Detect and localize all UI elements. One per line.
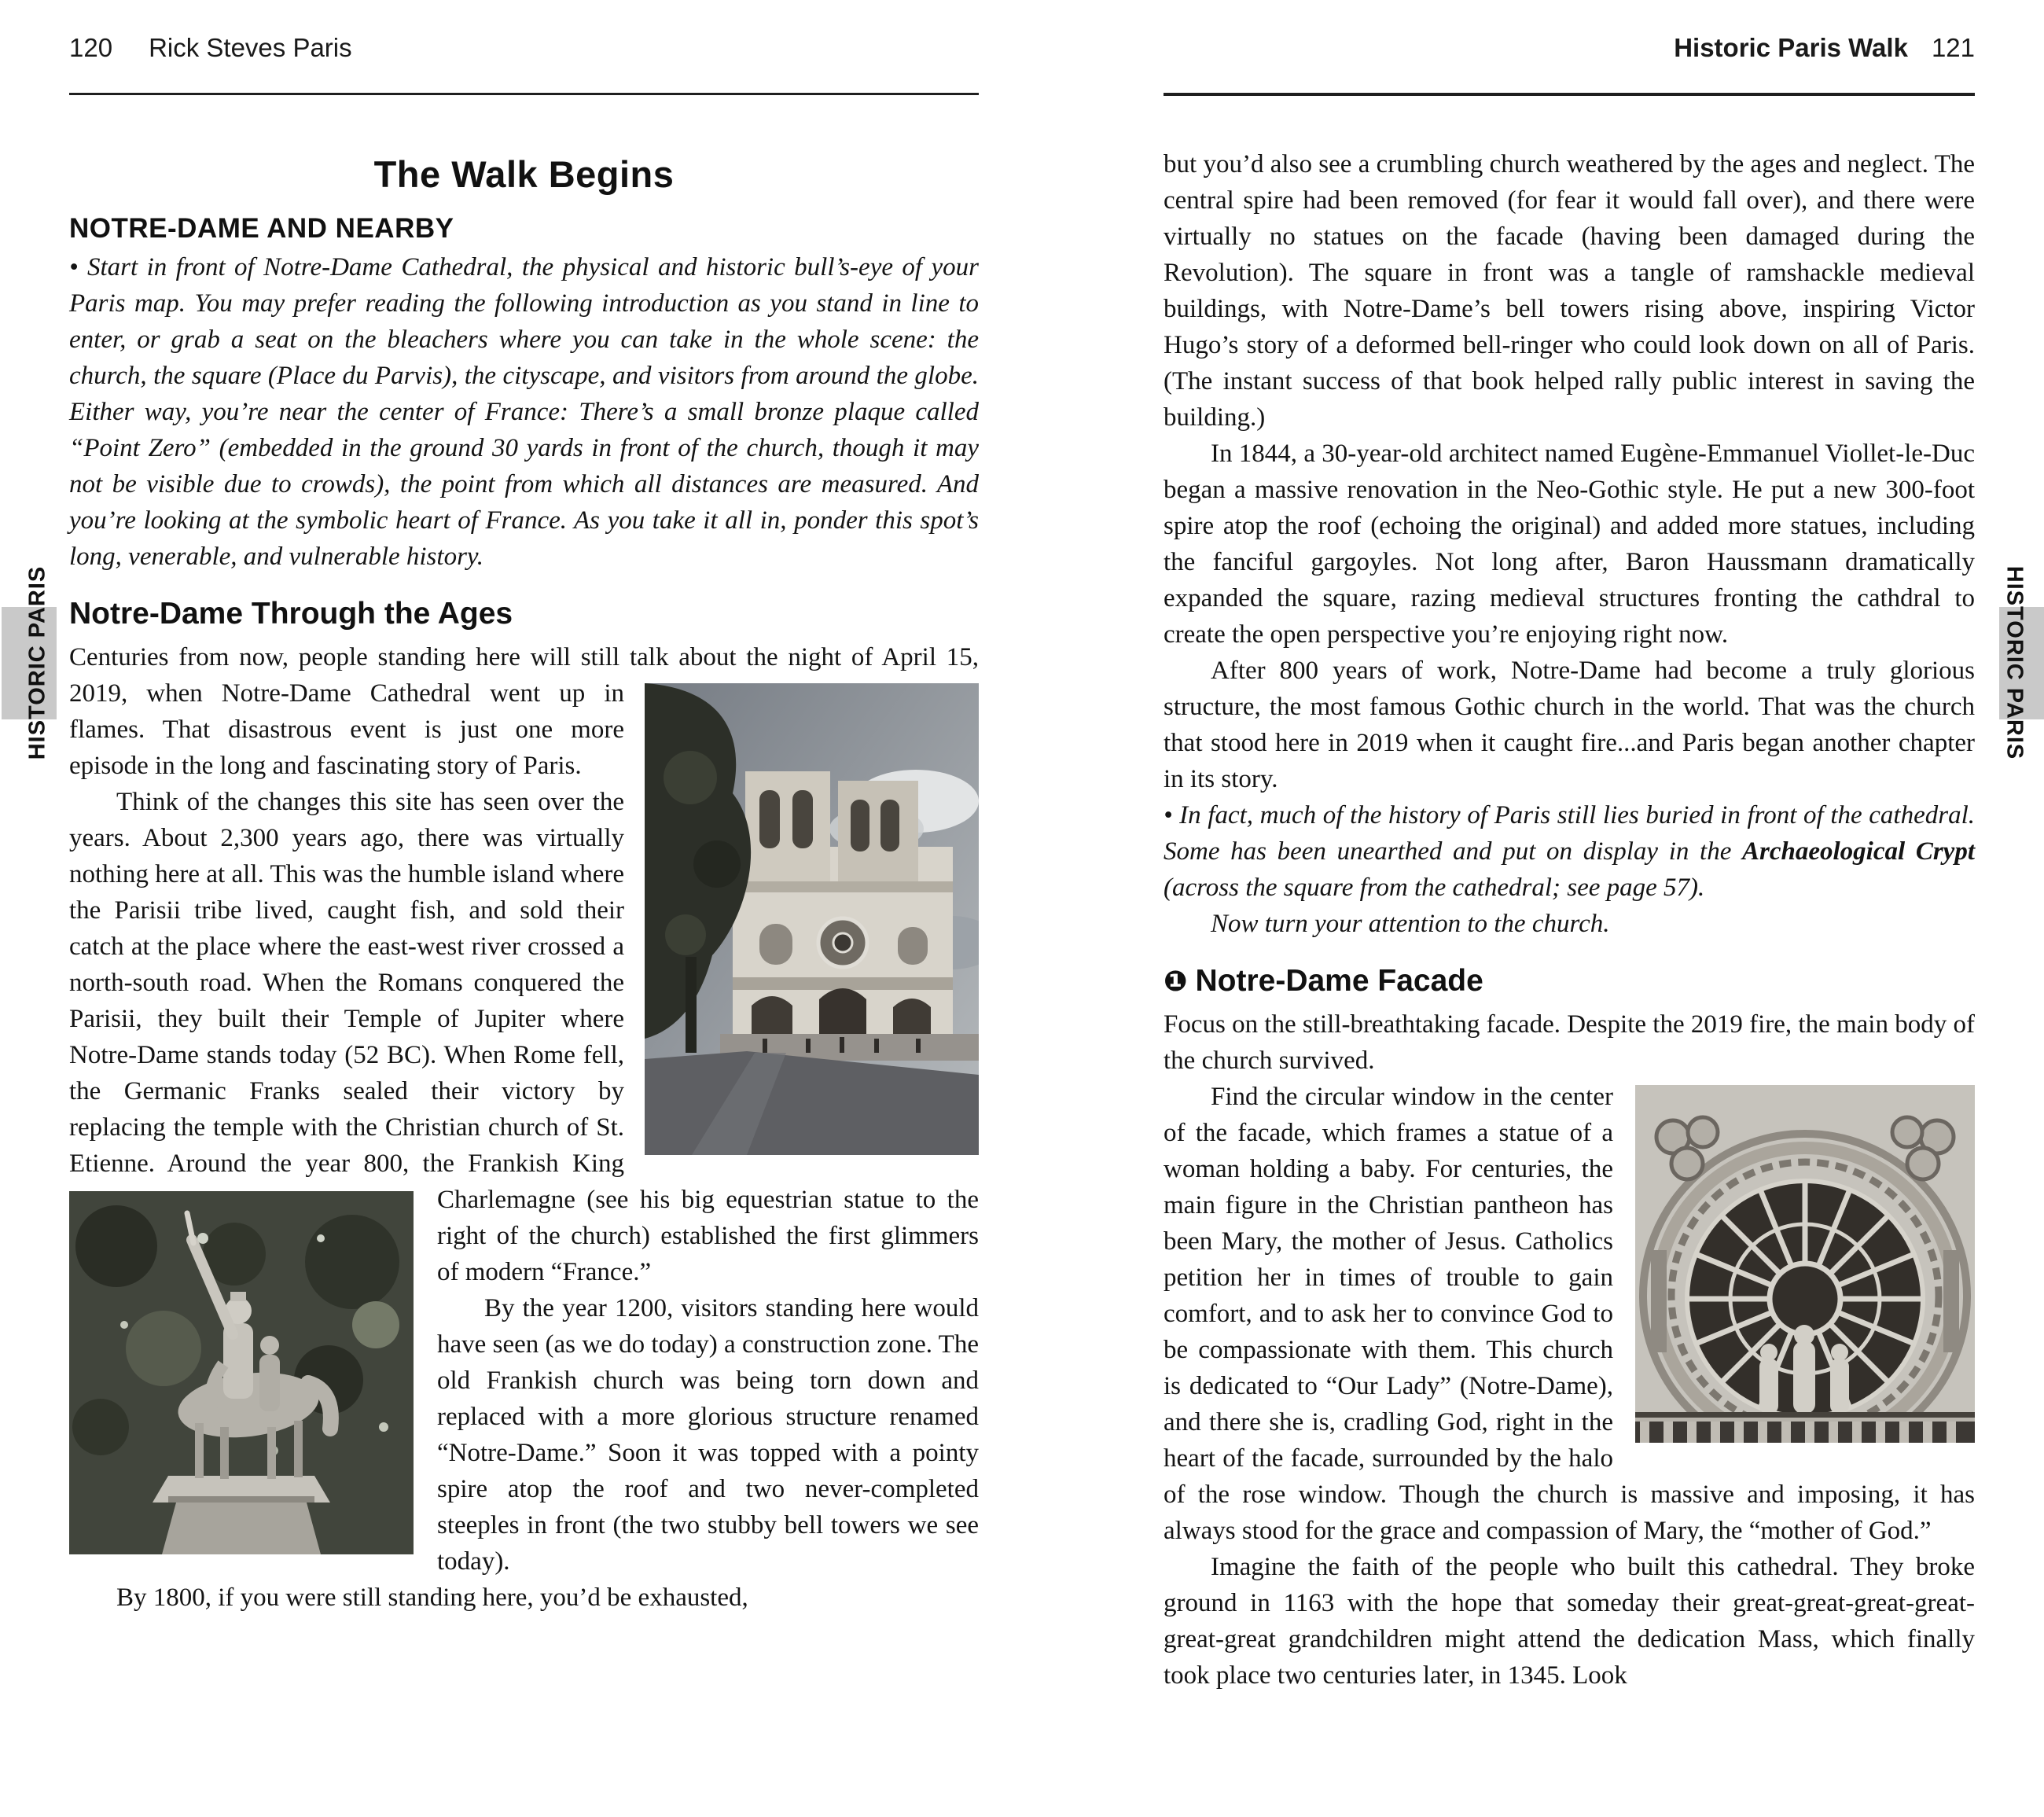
rose-window-photo <box>1635 1085 1975 1443</box>
year-1844-paragraph: In 1844, a 30-year-old architect named Eugène-Emmanuel Viollet-le-Duc began a massive renovation in the Neo-Gothic style. He put a new 300-foot spire atop the roof (echoing the original) and added more statues, including the fanciful gargoyles. Not long after, Baron Haussmann dramatically expanded the square, razing medieval structures fronting the cathdral to create the open perspective you’re enjoying right now. <box>1164 440 1975 649</box>
ages-heading: Notre-Dame Through the Ages <box>69 597 513 631</box>
charlemagne-text: right of the church) established the first glimmers of modern “France.” <box>437 1222 979 1286</box>
crypt-note-bold: Archaeological Crypt <box>1742 837 1975 866</box>
book-title: Rick Steves Paris <box>149 33 352 62</box>
after-800-paragraph: After 800 years of work, Notre-Dame had become a truly glorious structure, the most famous Gothic church in the world. That was the church that stood here in 2019 when it caught fire...and Paris began another chapter in its story. <box>1164 657 1975 793</box>
charlemagne-statue-photo <box>69 1191 414 1554</box>
page-number-right: 121 <box>1931 33 1975 62</box>
ages-paragraph <box>69 639 979 784</box>
intro-directions: • Start in front of Notre-Dame Cathedral, the physical and historic bull’s-eye of your Paris map. You may prefer reading the following introduction as you stand in line to enter, or grab a seat on the bleachers where you can take in the whole scene: the church, the square (Place du Parvis), the cityscape, and visitors from around the globe. Either way, you’re near the center of France: There’s a small bronze plaque called “Point Zero” (embedded in the ground 30 yards in front of the church, though it may not be visible due to crowds), the point from which all distances are measured. And you’re looking at the symbolic heart of France. As you take it all in, ponder this spot’s long, venerable, and vulnerable history. <box>69 253 979 571</box>
running-head-left <box>69 33 979 95</box>
think-text: Think of the changes this site has seen over the years. About 2,300 years ago, there was virtually nothing here at all. This was the humble island where the Parisii tribe lived, caught fish, and sold their catch at the place where the east-west river crossed a north-south road. When the Romans conquered the Parisii, they built their Temple of Jupiter where Notre-Dame stands today (52 BC). When Rome fell, the Germanic Franks sealed their victory by replacing the temple with the Christian church of St. Etienne. Around the year 800, the Frankish King Charlemagne (see his big equestrian statue to the <box>69 788 979 1214</box>
facade-heading <box>1164 964 1975 999</box>
find-window-text-continued: center of the facade, which frames a statue of a woman holding a baby. For centuries, the main figure in the Christian pantheon has been Mary, the mother of Jesus. Catholics petition her in times of trouble to gain comfort, and to ask her to convince God to be compassionate with them. This church is dedicated to “Our Lady” (Notre-Dame), and there she is, cradling God, right in the heart of the facade, surrounded by the halo of the rose window. Though the church is massive and imposing, it has always stood for the grace and compassion of Mary, the “mother of God.” <box>1164 1083 1975 1545</box>
section-heading: NOTRE-DAME AND NEARBY <box>69 213 454 244</box>
focus-paragraph: Focus on the still-breathtaking facade. Despite the 2019 fire, the main body of the church survived. <box>1164 1010 1975 1075</box>
crypt-note <box>1164 797 1975 906</box>
find-window-paragraph <box>1164 1079 1975 1549</box>
ages-text-before-photo: Centuries from now, people standing here will still talk about the night of April 15, 2019, when Notre-Dame Cathedral went up in <box>69 643 979 708</box>
step-1-badge: ❶ <box>1164 966 1188 998</box>
imagine-paragraph: Imagine the faith of the people who built this cathedral. They broke ground in 1163 with the hope that someday their great-great-great-great-great-great grandchildren might attend the dedication Mass, which finally took place two centuries later, in 1345. Look <box>1164 1553 1975 1690</box>
crypt-note-text: • In fact, much of the history of Paris still lies buried in front of the cathedral. Some has been unearthed and put on display in the <box>1164 801 1975 866</box>
turn-attention-note: Now turn your attention to the church. <box>1211 910 1610 938</box>
facade-heading-label: Notre-Dame Facade <box>1195 964 1483 998</box>
page-number-left: 120 <box>69 33 113 62</box>
ages-text-beside-photo: flames. That disastrous event is just one more episode in the long and fascinating story of Paris. <box>69 715 624 780</box>
crypt-note-tail: (across the square from the cathedral; see page 57). <box>1164 874 1705 902</box>
crumbling-paragraph: but you’d also see a crumbling church weathered by the ages and neglect. The central spire had been removed (for fear it would fall over), and there were virtually no statues on the facade (having been damaged during the Revolution). The square in front was a tangle of ramshackle medieval buildings, with Notre-Dame’s bell towers rising above, inspiring Victor Hugo’s story of a deformed bell-ringer who could look down on all of Paris. (The instant success of that book helped rally public interest in saving the building.) <box>1164 150 1975 432</box>
chapter-tab-right-label: HISTORIC PARIS <box>2002 565 2027 760</box>
left-page-column <box>69 101 979 1616</box>
running-head-right <box>1164 33 1975 96</box>
year-1200-paragraph: By the year 1200, visitors standing here would have seen (as we do today) a construction zone. The old Frankish church was being torn down and replaced with a more glorious structure renamed “Notre-Dame.” Soon it was topped with a pointy spire atop the roof and two never-completed steeples in front (the two stubby bell towers we see today). <box>437 1294 979 1576</box>
right-page-column <box>1164 101 1975 1694</box>
find-window-text: Find the circular window in the <box>1211 1083 1550 1111</box>
page-title: The Walk Begins <box>373 153 675 195</box>
year-1800-paragraph: By 1800, if you were still standing here, you’d be exhausted, <box>116 1583 748 1612</box>
chapter-tab-left-label: HISTORIC PARIS <box>24 565 50 760</box>
chapter-title: Historic Paris Walk <box>1674 33 1908 62</box>
notre-dame-facade-photo <box>645 683 979 1155</box>
